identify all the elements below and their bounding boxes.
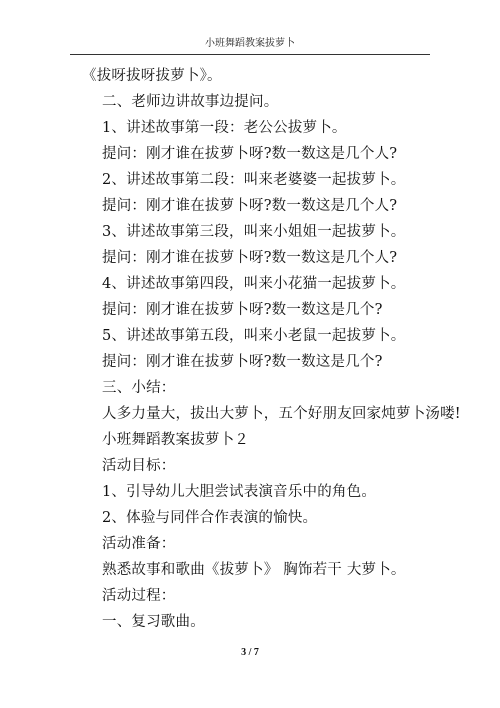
text-line: 活动过程：: [102, 588, 176, 604]
section-title: 小班舞蹈教案拔萝卜２: [102, 432, 249, 448]
text-line: 4、讲述故事第四段，叫来小花猫一起拔萝卜。: [102, 276, 406, 292]
text-line: 提问：刚才谁在拔萝卜呀?数一数这是几个人?: [102, 198, 398, 214]
text-line: 2、讲述故事第二段：叫来老婆婆一起拔萝卜。: [102, 172, 406, 188]
text-line: 活动目标：: [102, 458, 176, 474]
page-number: 3 / 7: [241, 647, 259, 658]
text-line: 5、讲述故事第五段，叫来小老鼠一起拔萝卜。: [102, 328, 406, 344]
text-line: 1、讲述故事第一段：老公公拔萝卜。: [102, 120, 347, 136]
text-line: 《拔呀拔呀拔萝卜》。: [82, 68, 222, 84]
text-line: 人多力量大，拔出大萝卜，五个好朋友回家炖萝卜汤喽!: [102, 406, 461, 422]
text-line: 3、讲述故事第三段，叫来小姐姐一起拔萝卜。: [102, 224, 406, 240]
text-line: 三、小结：: [102, 380, 176, 396]
text-line: 活动准备：: [102, 536, 176, 552]
text-line: 提问：刚才谁在拔萝卜呀?数一数这是几个?: [102, 354, 383, 370]
text-line: 提问：刚才谁在拔萝卜呀?数一数这是几个人?: [102, 146, 398, 162]
header-divider: [70, 54, 430, 55]
text-line: 1、引导幼儿大胆尝试表演音乐中的角色。: [102, 484, 377, 500]
text-line: 二、老师边讲故事边提问。: [102, 94, 279, 110]
text-line: 提问：刚才谁在拔萝卜呀?数一数这是几个?: [102, 302, 383, 318]
text-line: 一、复习歌曲。: [102, 614, 205, 630]
text-line: 提问：刚才谁在拔萝卜呀?数一数这是几个人?: [102, 250, 398, 266]
text-line: 熟悉故事和歌曲《拔萝卜》 胸饰若干 大萝卜。: [102, 562, 406, 578]
text-line: 2、体验与同伴合作表演的愉快。: [102, 510, 318, 526]
header-title: 小班舞蹈教案拔萝卜: [205, 38, 295, 49]
